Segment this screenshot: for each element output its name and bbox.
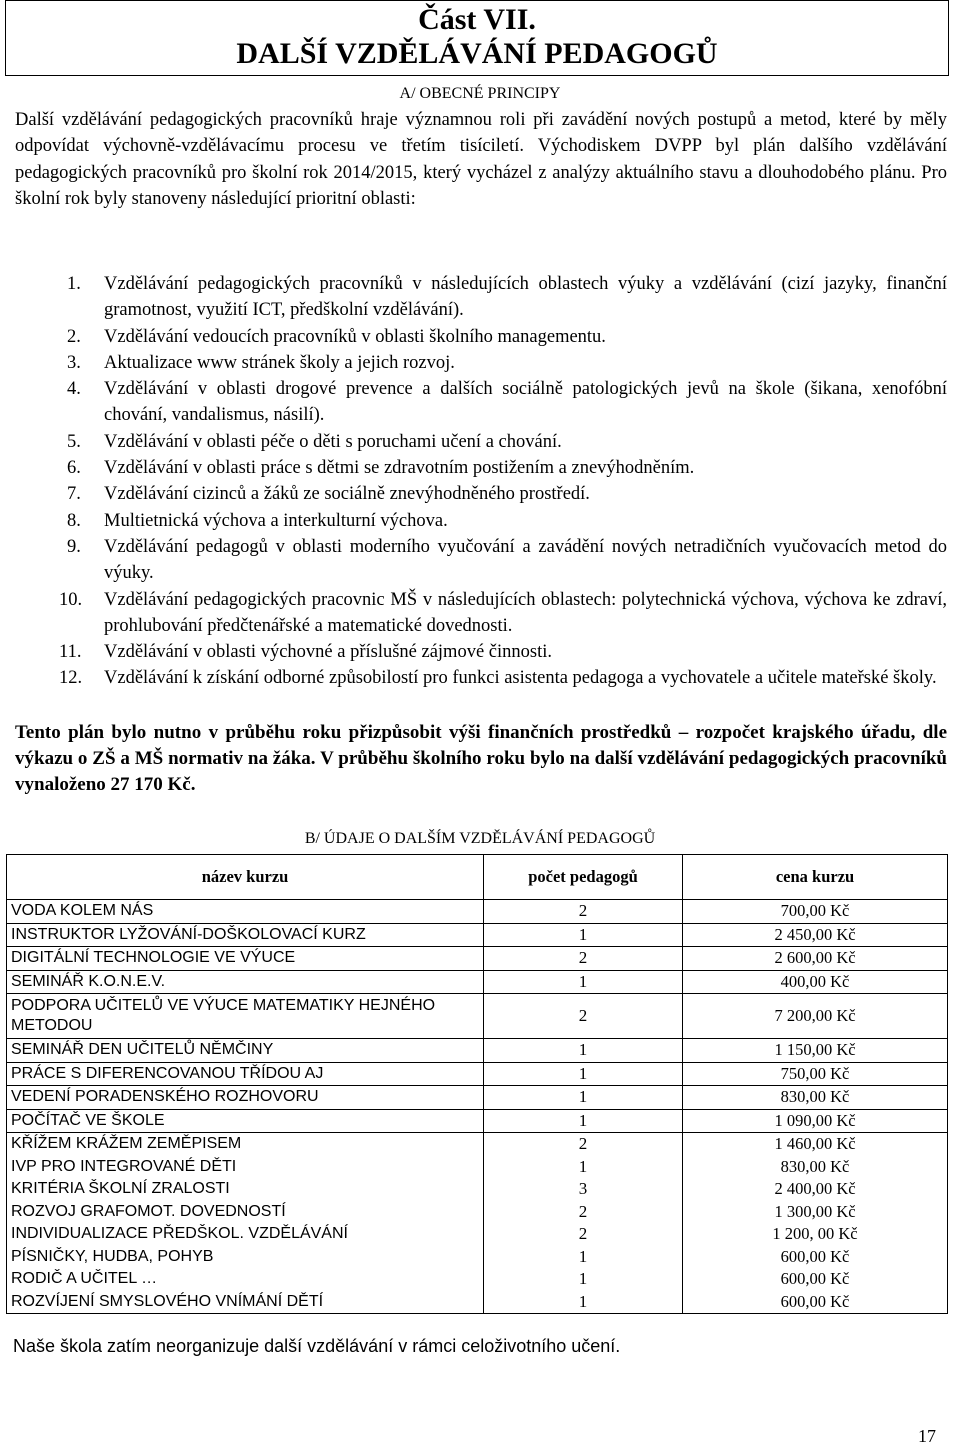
list-item-text: Vzdělávání v oblasti práce s dětmi se zdravotním postižením a znevýhodněním. bbox=[104, 458, 695, 479]
course-price: 830,00 Kč bbox=[683, 1086, 948, 1110]
table-row bbox=[7, 947, 948, 971]
table-row bbox=[7, 923, 948, 947]
list-item-number: 7. bbox=[67, 484, 81, 505]
teacher-count: 1 bbox=[484, 1291, 683, 1314]
list-item bbox=[15, 665, 947, 691]
list-item-text: Vzdělávání pedagogických pracovnic MŠ v následujících oblastech: polytechnická výchova, výchova ke zdraví, prohlubování předčtenářské a matematické dovednosti. bbox=[104, 589, 947, 636]
course-price: 2 600,00 Kč bbox=[683, 947, 948, 971]
courses-table bbox=[6, 854, 948, 1314]
course-name: VODA KOLEM NÁS bbox=[7, 900, 484, 924]
course-price: 1 150,00 Kč bbox=[683, 1039, 948, 1063]
teacher-count: 1 bbox=[484, 1039, 683, 1063]
teacher-count: 1 bbox=[484, 923, 683, 947]
table-row bbox=[7, 994, 948, 1039]
table-row bbox=[7, 1223, 948, 1246]
section-a-heading: A/ OBECNÉ PRINCIPY bbox=[399, 85, 561, 102]
course-name: ROZVÍJENÍ SMYSLOVÉHO VNÍMÁNÍ DĚTÍ bbox=[7, 1291, 484, 1314]
course-price: 1 090,00 Kč bbox=[683, 1109, 948, 1133]
course-name: PRÁCE S DIFERENCOVANOU TŘÍDOU AJ bbox=[7, 1062, 484, 1086]
list-item bbox=[15, 508, 947, 534]
priority-list bbox=[15, 271, 947, 692]
course-name: KŘÍŽEM KRÁŽEM ZEMĚPISEM bbox=[7, 1133, 484, 1156]
list-item-text: Vzdělávání vedoucích pracovníků v oblasti školního managementu. bbox=[104, 326, 606, 347]
table-row bbox=[7, 1246, 948, 1269]
table-row bbox=[7, 1291, 948, 1314]
list-item bbox=[15, 481, 947, 507]
section-b-heading: B/ ÚDAJE O DALŠÍM VZDĚLÁVÁNÍ PEDAGOGŮ bbox=[304, 830, 656, 847]
list-item-number: 8. bbox=[67, 510, 81, 531]
list-item-number: 11. bbox=[59, 642, 82, 663]
list-item bbox=[15, 350, 947, 376]
teacher-count: 1 bbox=[484, 1109, 683, 1133]
list-item-number: 3. bbox=[67, 352, 81, 373]
list-item bbox=[15, 534, 947, 587]
course-price: 1 460,00 Kč bbox=[683, 1133, 948, 1156]
course-price: 700,00 Kč bbox=[683, 900, 948, 924]
list-item-text: Aktualizace www stránek školy a jejich rozvoj. bbox=[104, 352, 455, 373]
list-item bbox=[15, 376, 947, 429]
teacher-count: 1 bbox=[484, 1086, 683, 1110]
list-item bbox=[15, 587, 947, 640]
course-name: VEDENÍ PORADENSKÉHO ROZHOVORU bbox=[7, 1086, 484, 1110]
list-item-text: Vzdělávání v oblasti drogové prevence a dalších sociálně patologických jevů na škole (šikana, xenofóbní chování, vandalismus, násilí). bbox=[104, 379, 947, 426]
course-name: IVP PRO INTEGROVANÉ DĚTI bbox=[7, 1156, 484, 1179]
column-header-price: cena kurzu bbox=[683, 855, 948, 900]
course-price: 400,00 Kč bbox=[683, 970, 948, 994]
course-name: RODIČ A UČITEL … bbox=[7, 1268, 484, 1291]
course-price: 600,00 Kč bbox=[683, 1268, 948, 1291]
teacher-count: 2 bbox=[484, 947, 683, 971]
intro-paragraph: Další vzdělávání pedagogických pracovníků hraje významnou roli při zavádění nových postupů a metod, které by měly odpovídat výchovně-vzdělávacímu procesu ve třetím tisíciletí. Východiskem DVPP byl plán dalšího vzdělávání pedagogických pracovníků pro školní rok 2014/2015, který vycházel z analýzy aktuálního stavu a dlouhodobého plánu. Pro školní rok byly stanoveny následující prioritní oblasti: bbox=[15, 110, 947, 209]
list-item bbox=[15, 324, 947, 350]
list-item-number: 4. bbox=[67, 379, 81, 400]
list-item-number: 10. bbox=[59, 589, 83, 610]
table-header-row bbox=[7, 855, 948, 900]
course-name: KRITÉRIA ŠKOLNÍ ZRALOSTI bbox=[7, 1178, 484, 1201]
teacher-count: 1 bbox=[484, 1062, 683, 1086]
list-item-text: Vzdělávání k získání odborné způsobilostí pro funkci asistenta pedagoga a vychovatele a učitele mateřské školy. bbox=[104, 668, 937, 689]
list-item-text: Vzdělávání pedagogů v oblasti moderního vyučování a zavádění nových netradičních vyučovacích metod do výuky. bbox=[104, 536, 947, 584]
teacher-count: 2 bbox=[484, 1201, 683, 1224]
list-item-number: 9. bbox=[67, 536, 81, 557]
list-item-text: Multietnická výchova a interkulturní výchova. bbox=[104, 510, 448, 531]
course-name: SEMINÁŘ K.O.N.E.V. bbox=[7, 970, 484, 994]
list-item-text: Vzdělávání v oblasti péče o děti s poruchami učení a chování. bbox=[104, 431, 562, 452]
table-row bbox=[7, 1201, 948, 1224]
list-item-number: 1. bbox=[67, 274, 81, 294]
teacher-count: 2 bbox=[484, 1133, 683, 1156]
budget-paragraph: Tento plán bylo nutno v průběhu roku přizpůsobit výši finančních prostředků – rozpočet krajského úřadu, dle výkazu o ZŠ a MŠ normativ na žáka. V průběhu školního roku bylo na další vzdělávání pedagogických pracovníků vynaloženo 27 170 Kč. bbox=[15, 722, 947, 795]
course-name: DIGITÁLNÍ TECHNOLOGIE VE VÝUCE bbox=[7, 947, 484, 971]
teacher-count: 3 bbox=[484, 1178, 683, 1201]
page-number: 17 bbox=[918, 1426, 936, 1446]
column-header-count: počet pedagogů bbox=[484, 855, 683, 900]
table-row bbox=[7, 1268, 948, 1291]
list-item bbox=[15, 271, 947, 324]
course-name: INDIVIDUALIZACE PŘEDŠKOL. VZDĚLÁVÁNÍ bbox=[7, 1223, 484, 1246]
course-name: ROZVOJ GRAFOMOT. DOVEDNOSTÍ bbox=[7, 1201, 484, 1224]
teacher-count: 1 bbox=[484, 1268, 683, 1291]
table-row bbox=[7, 1039, 948, 1063]
chapter-number: Část VII. bbox=[418, 3, 536, 36]
table-row bbox=[7, 1133, 948, 1156]
table-row bbox=[7, 970, 948, 994]
table-row bbox=[7, 1178, 948, 1201]
course-price: 1 300,00 Kč bbox=[683, 1201, 948, 1224]
list-item-number: 5. bbox=[67, 431, 81, 452]
course-price: 1 200, 00 Kč bbox=[683, 1223, 948, 1246]
list-item-text: Vzdělávání v oblasti výchovné a příslušné zájmové činnosti. bbox=[104, 642, 552, 663]
list-item-number: 12. bbox=[59, 668, 83, 689]
teacher-count: 1 bbox=[484, 970, 683, 994]
list-item bbox=[15, 639, 947, 665]
course-price: 830,00 Kč bbox=[683, 1156, 948, 1179]
course-name: POČÍTAČ VE ŠKOLE bbox=[7, 1109, 484, 1133]
list-item-number: 6. bbox=[67, 458, 81, 479]
course-price: 750,00 Kč bbox=[683, 1062, 948, 1086]
table-row bbox=[7, 1109, 948, 1133]
teacher-count: 2 bbox=[484, 994, 683, 1039]
lifelong-learning-note: Naše škola zatím neorganizuje další vzdělávání v rámci celoživotního učení. bbox=[13, 1336, 621, 1356]
course-price: 600,00 Kč bbox=[683, 1246, 948, 1269]
list-item-text: Vzdělávání pedagogických pracovníků v následujících oblastech výuky a vzdělávání (cizí jazyky, finanční gramotnost, využití ICT, předškolní vzdělávání). bbox=[104, 274, 947, 321]
teacher-count: 1 bbox=[484, 1246, 683, 1269]
list-item bbox=[15, 429, 947, 455]
table-row bbox=[7, 1086, 948, 1110]
teacher-count: 2 bbox=[484, 900, 683, 924]
list-item-number: 2. bbox=[67, 326, 81, 347]
teacher-count: 2 bbox=[484, 1223, 683, 1246]
course-price: 600,00 Kč bbox=[683, 1291, 948, 1314]
course-name: INSTRUKTOR LYŽOVÁNÍ-DOŠKOLOVACÍ KURZ bbox=[7, 923, 484, 947]
course-price: 7 200,00 Kč bbox=[683, 994, 948, 1039]
course-price: 2 400,00 Kč bbox=[683, 1178, 948, 1201]
course-price: 2 450,00 Kč bbox=[683, 923, 948, 947]
chapter-title-box bbox=[5, 0, 949, 76]
chapter-title: DALŠÍ VZDĚLÁVÁNÍ PEDAGOGŮ bbox=[236, 37, 718, 70]
course-name: PODPORA UČITELŮ VE VÝUCE MATEMATIKY HEJNÉHO METODOU bbox=[7, 994, 484, 1039]
list-item bbox=[15, 455, 947, 481]
column-header-course: název kurzu bbox=[7, 855, 484, 900]
table-row bbox=[7, 1156, 948, 1179]
list-item-text: Vzdělávání cizinců a žáků ze sociálně znevýhodněného prostředí. bbox=[104, 484, 590, 505]
teacher-count: 1 bbox=[484, 1156, 683, 1179]
course-name: SEMINÁŘ DEN UČITELŮ NĚMČINY bbox=[7, 1039, 484, 1063]
course-name: PÍSNIČKY, HUDBA, POHYB bbox=[7, 1246, 484, 1269]
table-row bbox=[7, 900, 948, 924]
table-row bbox=[7, 1062, 948, 1086]
